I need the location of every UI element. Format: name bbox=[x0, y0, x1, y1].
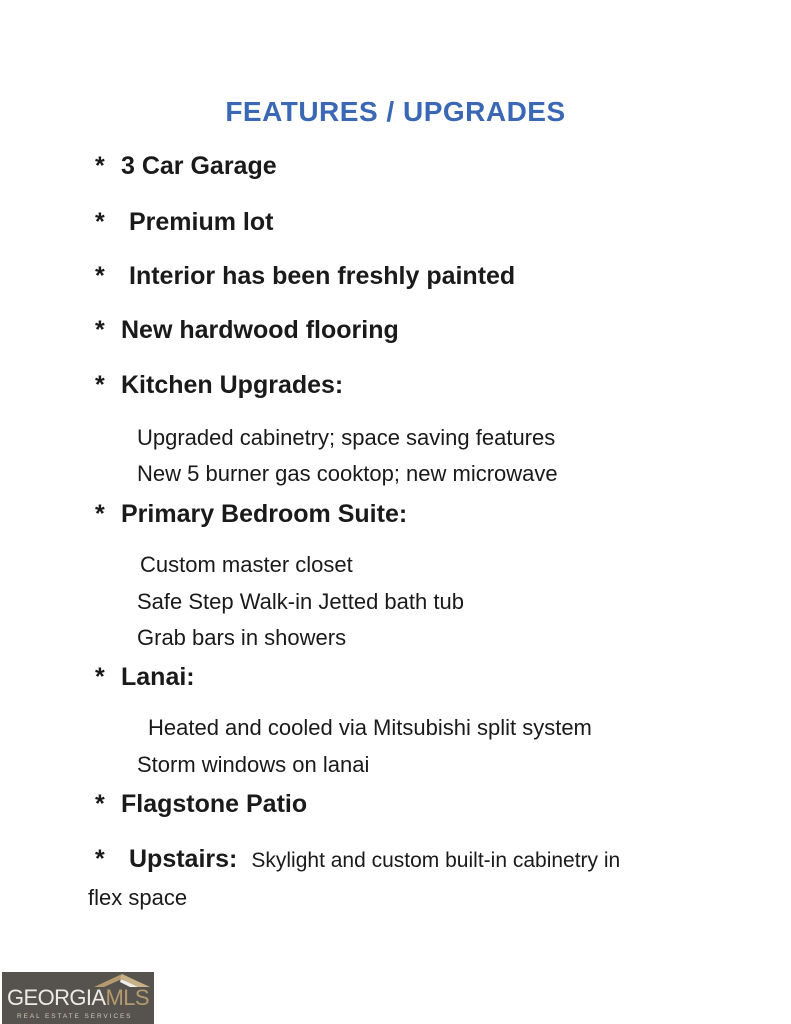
feature-text: New 5 burner gas cooktop; new microwave bbox=[137, 461, 558, 486]
feature-text: Custom master closet bbox=[140, 552, 353, 577]
feature-text: flex space bbox=[88, 885, 188, 910]
feature-subitem bbox=[140, 552, 353, 577]
feature-text: Upstairs: bbox=[129, 845, 238, 873]
feature-text: Storm windows on lanai bbox=[137, 752, 370, 777]
feature-item-upstairs bbox=[95, 845, 620, 874]
feature-text: Safe Step Walk-in Jetted bath tub bbox=[137, 589, 464, 614]
feature-subitem bbox=[148, 715, 592, 740]
feature-text: Flagstone Patio bbox=[121, 790, 308, 818]
georgia-mls-logo bbox=[2, 972, 154, 1024]
feature-subitem bbox=[137, 425, 555, 450]
logo-brand bbox=[7, 985, 149, 1011]
logo-brand-mls: MLS bbox=[105, 985, 149, 1010]
feature-item bbox=[95, 262, 515, 291]
page-title: FEATURES / UPGRADES bbox=[225, 96, 566, 127]
bullet-asterisk: * bbox=[95, 663, 105, 691]
feature-text: Grab bars in showers bbox=[137, 625, 347, 650]
feature-item bbox=[95, 371, 343, 400]
bullet-asterisk: * bbox=[95, 845, 105, 873]
feature-text: Primary Bedroom Suite: bbox=[121, 500, 408, 528]
feature-item bbox=[95, 663, 195, 692]
logo-brand-georgia: GEORGIA bbox=[7, 985, 106, 1010]
feature-text: Heated and cooled via Mitsubishi split system bbox=[148, 715, 592, 740]
feature-subitem bbox=[137, 625, 346, 650]
feature-item bbox=[95, 790, 307, 819]
feature-item bbox=[95, 500, 407, 529]
feature-text: Premium lot bbox=[129, 208, 274, 236]
feature-text: Interior has been freshly painted bbox=[129, 262, 516, 290]
bullet-asterisk: * bbox=[95, 790, 105, 818]
feature-text-detail: Skylight and custom built-in cabinetry in bbox=[251, 849, 621, 872]
feature-subitem bbox=[137, 461, 558, 486]
feature-subitem bbox=[137, 589, 464, 614]
feature-text: Kitchen Upgrades: bbox=[121, 371, 344, 399]
feature-item bbox=[95, 208, 273, 237]
feature-item bbox=[95, 152, 277, 181]
feature-item bbox=[95, 316, 399, 345]
bullet-asterisk: * bbox=[95, 500, 105, 528]
bullet-asterisk: * bbox=[95, 371, 105, 399]
feature-text: 3 Car Garage bbox=[121, 152, 277, 180]
feature-text: New hardwood flooring bbox=[121, 316, 399, 344]
bullet-asterisk: * bbox=[95, 316, 105, 344]
bullet-asterisk: * bbox=[95, 152, 105, 180]
bullet-asterisk: * bbox=[95, 262, 105, 290]
feature-text-continuation bbox=[88, 885, 187, 910]
logo-tagline: REAL ESTATE SERVICES bbox=[17, 1013, 133, 1020]
feature-subitem bbox=[137, 752, 369, 777]
feature-text: Lanai: bbox=[121, 663, 195, 691]
feature-text: Upgraded cabinetry; space saving features bbox=[137, 425, 556, 450]
bullet-asterisk: * bbox=[95, 208, 105, 236]
